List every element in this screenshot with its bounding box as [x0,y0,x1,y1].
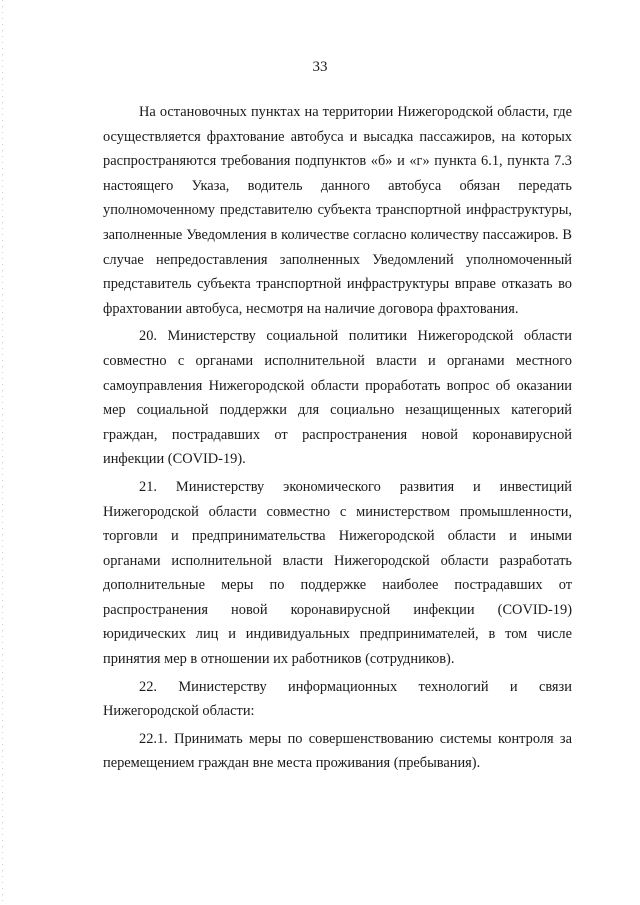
item-22-word: технологий [418,678,489,695]
paragraph-item-22-1: 22.1. Принимать меры по совершенствованию системы контроля за перемещением граждан вне места проживания (пребывания). [103,730,572,772]
paragraph-item-21: 21. Министерству экономического развития и инвестиций Нижегородской области совместно с министерством промышленности, торговли и предпринимательства Нижегородской области и иными органами исполнительной власти Нижегородской области разработать дополнительные меры по поддержке наиболее пострадавших от распространения новой коронавирусной инфекции (COVID-19) юридических лиц и индивидуальных предпринимателей, в том числе принятия мер в отношении их работников (сотрудников). [103,478,572,668]
item-22-word: и [509,678,518,695]
item-22-heading-line [103,675,572,700]
document-body [103,100,572,776]
paragraph-bus-stops: На остановочных пунктах на территории Нижегородской области, где осуществляется фрахтование автобуса и высадка пассажиров, на которых распространяются требования подпунктов «б» и «г» пункта 6.1, пункта 7.3 настоящего Указа, водитель данного автобуса обязан передать уполномоченному представителю субъекта транспортной инфраструктуры, заполненные Уведомления в количестве согласно количеству пассажиров. В случае непредоставления заполненных Уведомлений уполномоченный представитель субъекта транспортной инфраструктуры вправе отказать во фрахтовании автобуса, несмотря на наличие договора фрахтования. [103,104,572,317]
paragraph-item-20: 20. Министерству социальной политики Нижегородской области совместно с органами исполнительной власти и органами местного самоуправления Нижегородской области проработать вопрос об оказании мер социальной поддержки для социально незащищенных категорий граждан, пострадавших от распространения новой коронавирусной инфекции (COVID-19). [103,328,572,468]
item-22-number: 22. [139,678,157,695]
item-22-continuation: Нижегородской области: [103,703,255,720]
paragraph-item-22 [103,675,572,724]
item-22-word: связи [538,678,572,695]
item-22-word: Министерству [178,678,267,695]
item-22-word: информационных [288,678,398,695]
page-number: 33 [312,59,328,75]
scan-edge-marks [2,0,3,905]
